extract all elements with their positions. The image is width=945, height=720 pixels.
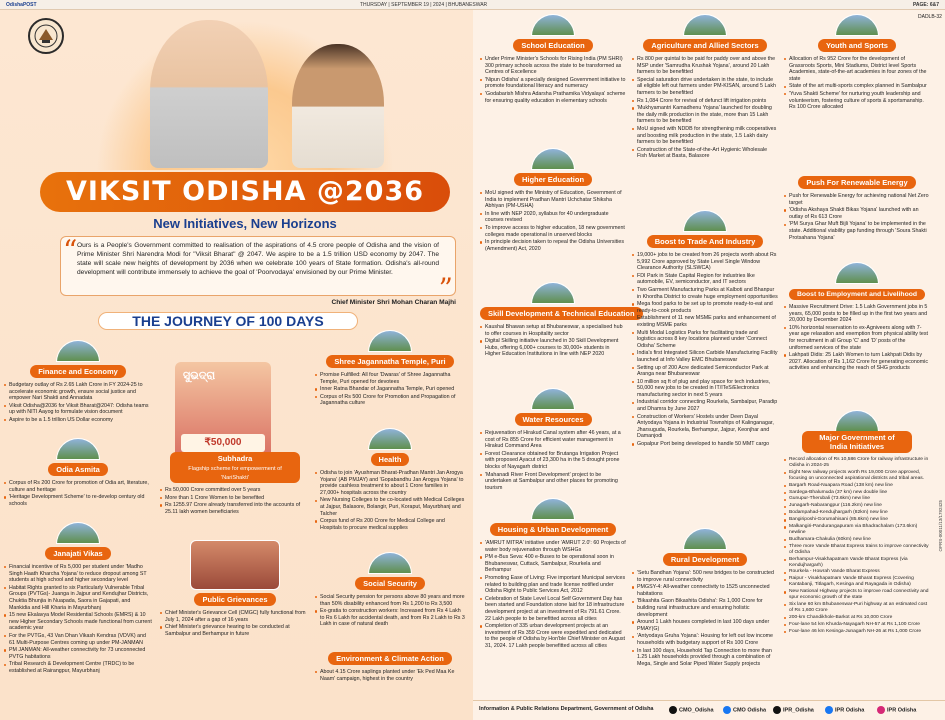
section-title: Janajati Vikas: [45, 547, 110, 560]
section-energy: [784, 172, 930, 242]
temple-list: [315, 372, 465, 407]
list-item: Massive Recruitment Drive: 1.5 Lakh Government jobs in 5 years, 65,000 posts to be filled up in the first two years and 20,000 by December 2024: [784, 304, 930, 324]
list-item: Four-lane 46 km Kesinga-Junagarh NH-26 at Rs 1,000 Crore: [784, 629, 930, 635]
section-youth: [784, 14, 930, 112]
social-handle-3[interactable]: IPR_Odisha: [783, 707, 814, 714]
list-item: 'Heritage Development Scheme' to re-develop century old schools: [4, 494, 152, 507]
section-title: Subhadra: [217, 454, 253, 463]
list-item: Budgetary outlay of Rs 2.65 Lakh Crore in FY 2024-25 to accelerate economic growth, ensure social justice and empower Nari Shakti and Annadata: [4, 382, 152, 402]
trade-photo: [683, 210, 727, 232]
list-item: Budhamara-Chakulia (60km) new line: [784, 537, 930, 543]
section-trade: [632, 210, 778, 449]
list-item: Promise Fulfilled: All four 'Dwaras' of Shree Jagannatha Temple, Puri opened for devotees: [315, 372, 465, 385]
list-item: 'PM Surya Ghar Muft Bijli Yojana' to be implemented in the state. Additional viability gap funding through 'Soura Shakti Protsahana Yojana': [784, 221, 930, 241]
list-item: FDI Park in State Capital Region for industries like automobile, EV, semiconductor, and IT sectors: [632, 273, 778, 286]
list-item: 'Mahanadi River Front Development' project to be undertaken at Sambalpur and other places for promoting tourism: [480, 472, 626, 492]
list-item: State of the art multi-sports complex planned in Sambalpur: [784, 83, 930, 90]
section-environment: [315, 648, 465, 683]
section-grievances: [160, 540, 310, 638]
newspaper-logo: OdishaPOST: [6, 2, 37, 8]
section-title: Housing & Urban Development: [490, 523, 616, 536]
section-subhadra: [160, 452, 310, 516]
section-temple: [315, 330, 465, 408]
list-item: Sardega-Bhalumuda (37 km) new double line: [784, 490, 930, 496]
youth-list: [784, 56, 930, 111]
employment-photo: [835, 262, 879, 284]
list-item: Under Prime Minister's Schools for Rising India (PM SHRI) 300 primary schools across the state to be transformed as Centres of Excellence: [480, 56, 626, 76]
list-item: 10 million sq ft of plug and play space for tech industries, 50,000 new jobs to be created in IT/ITeS/Electronics manufacturing sector in next 5 years: [632, 379, 778, 399]
journey-banner: THE JOURNEY OF 100 DAYS: [98, 312, 358, 330]
list-item: Viksit Odisha@2036 for Viksit Bharat@2047: Odisha teams up with NITI Aayog to formulate vision document: [4, 403, 152, 416]
section-rural: [632, 528, 778, 668]
chief-minister-photo: [292, 44, 384, 168]
list-item: Habitat Rights granted to six Particularly Vulnerable Tribal Groups (PVTGs)- Juanga in Jajpur and Kendujhar Districts, Chuktia Bhunjia in Nuapada, Saora in Gajapati, and Mankidia and Hill Kharia in Mayurbhanj: [4, 585, 152, 611]
page-number: PAGE: 6&7: [912, 2, 939, 8]
list-item: Digital Skilling initiative launched in 30 Skill Development Hubs, offering 6,000+ courses to 30,000+ students in Higher Education Institutions in line with NEP 2020: [480, 338, 626, 358]
section-goi: [784, 410, 930, 635]
list-item: India's first Integrated Silicon Carbide Manufacturing Facility launched at Info Valley EMC Bhubaneswar: [632, 350, 778, 363]
section-school: [480, 14, 626, 105]
skill-photo: [531, 282, 575, 304]
list-item: Setting up of 200 Acre dedicated Semiconductor Park at Aranga near Bhubaneswar: [632, 365, 778, 378]
list-item: Corpus of Rs 500 Crore for Promotion and Propagation of Jagannatha culture: [315, 394, 465, 407]
section-skill: [480, 282, 635, 359]
list-item: In principle decision taken to repeal the Odisha Universities (Amendment) Act, 2020: [480, 239, 626, 252]
list-item: Rs 800 per quintal to be paid for paddy over and above the MSP under 'Samrudha Krushak Yojana', around 20 Lakh farmers to be benefitted: [632, 56, 778, 76]
list-item: Construction of the State-of-the-Art Hygienic Wholesale Fish Market at Basta, Balasore: [632, 147, 778, 160]
section-title: Boost to Trade And Industry: [647, 235, 764, 248]
list-item: Completion of 335 urban development projects at an investment of Rs 359 Crore were expedited and dedicated to the people of Odisha by Hon'ble Chief Minister on August 31, 2024. 17 Lakh people benefitted across all cities: [480, 623, 626, 649]
section-odia-asmita: [4, 438, 152, 508]
list-item: Bodampahad-Kendujhargarh (82km) new line: [784, 510, 930, 516]
list-item: Record allocation of Rs 10,586 Crore for railway infrastructure in Odisha in 2024-25: [784, 457, 930, 469]
list-item: Mega food parks to be set up to promote ready-to-eat and ready-to-cook products: [632, 301, 778, 314]
list-item: PMGSY-4: All-weather connectivity to 1525 unconnected habitations: [632, 584, 778, 597]
social-handle-5[interactable]: IPR Odisha: [887, 707, 917, 714]
agri-photo: [683, 14, 727, 36]
facebook-icon: [825, 706, 833, 714]
list-item: Raipur - Visakhapatnam Vande Bharat Express (Covering Kantabanji, Titlagarh, Kesinga and Rayagada in Odisha): [784, 576, 930, 588]
asmita-list: [4, 480, 152, 507]
section-title: Agriculture and Allied Sectors: [643, 39, 766, 52]
open-quote-icon: “: [63, 234, 78, 267]
subhadra-list: [160, 487, 310, 515]
higher-list: [480, 190, 626, 252]
facebook-icon: [723, 706, 731, 714]
section-title: Major Government of India Initiatives: [802, 431, 912, 453]
list-item: Three more Vande Bharat Express trains to improve connectivity of Odisha: [784, 544, 930, 556]
list-item: To improve access to higher education, 18 new government colleges made operational in unserved blocks: [480, 225, 626, 238]
social-handle-1[interactable]: CMO_Odisha: [679, 707, 714, 714]
list-item: 200-km Chandikhole-Barkot at Rs 10,000 Crore: [784, 615, 930, 621]
list-item: New National Highway projects to improve road connectivity and spur economic growth of the state: [784, 589, 930, 601]
list-item: Special saturation drive undertaken in the state, to include all eligible left out farmers under PM-KISAN, around 5 Lakh farmers to be benefitted: [632, 77, 778, 97]
section-title: Higher Education: [514, 173, 592, 186]
school-photo: [531, 14, 575, 36]
grievances-list: [160, 610, 310, 637]
social-photo: [368, 552, 412, 574]
section-title: Boost to Employment and Livelihood: [789, 289, 925, 300]
list-item: Tribal Research & Development Centre (TRDC) to be established at Rairangpur, Mayurbhanj: [4, 661, 152, 674]
list-item: For the PVTGs, 43 Van Dhan Vikash Kendras (VDVK) and 61 Multi-Purpose Centres coming up under PM-JANMAN: [4, 633, 152, 646]
list-item: Gopalpur Port being developed to handle 50 MMT cargo: [632, 441, 778, 448]
list-item: Forest Clearance obtained for Brutanga Irrigation Project with proposed Ayacut of 23,300 ha in the 5 drought prone blocks of Nayagarh district: [480, 451, 626, 471]
list-item: Promoting Ease of Living: Five important Municipal services related to building plan and trade license notified under Odisha Right to Public Services Act, 2012: [480, 575, 626, 595]
list-item: 10% horizontal reservation to ex-Agniveers along with 7-year age relaxation and exemption from physical ability test for recruitment in all Group 'C' and 'D' posts of the uniformed services of the state: [784, 325, 930, 351]
goi-list: [784, 457, 930, 634]
list-item: Bangiriposhi-Gorumahisani (85.6km) new line: [784, 517, 930, 523]
energy-list: [784, 193, 930, 241]
section-title: Health: [371, 453, 410, 466]
list-item: Ex-gratia to construction workers: Increased from Rs 4 Lakh to Rs 6 Lakh for accidental death, and from Rs 2 Lakh to Rs 3 Lakh in case of natural death: [315, 608, 465, 628]
odisha-emblem-icon: [28, 18, 64, 54]
section-agriculture: [632, 14, 778, 161]
subhadra-poster: [175, 362, 271, 462]
list-item: 'Bikashita Gaon Bikashita Odisha': Rs 1,000 Crore for building rural infrastructure and ensuring holistic development: [632, 598, 778, 618]
list-item: Rs 1255.97 Crore already transferred into the accounts of 25.11 lakh women beneficiaries: [160, 502, 310, 515]
rural-list: [632, 570, 778, 667]
section-higher: [480, 148, 626, 253]
list-item: Six lane 60 km Bhubaneswar-Puri highway at an estimated cost of Rs 1,600 Crore: [784, 602, 930, 614]
list-item: Malkangiri-Pandurangapuram via Bhadrachalam (173.6km) newline: [784, 524, 930, 536]
temple-photo: [368, 330, 412, 352]
list-item: Around 1 Lakh houses completed in last 100 days under PMAY(G): [632, 619, 778, 632]
list-item: Allocation of Rs 952 Crore for the development of Grassroots Sports, Mini Stadiums, District level Sports Academies, state-of-the-art academies in four zones of the state: [784, 56, 930, 82]
list-item: Aspire to be a 1.5 trillion US Dollar economy: [4, 417, 152, 424]
list-item: PM e-Bus Seva: 400 e-Buses to be operational soon in Bhubaneswar, Cuttack, Sambalpur, Rourkela and Berhampur: [480, 554, 626, 574]
list-item: Odisha to join 'Ayushman Bharat-Pradhan Mantri Jan Arogya Yojana' (AB PMJAY) and 'Gopabandhu Jan Arogya Yojana' to provide cashless treatment to about 1 Crore families in 27,000+ hospitals across the country: [315, 470, 465, 496]
section-subtitle: Flagship scheme for empowerment of 'NariShakti': [188, 466, 282, 481]
list-item: Two Garment Manufacturing Parks at Kalboti and Bhanpur in Khordha District to create huge employment opportunities: [632, 287, 778, 300]
social-list: [315, 594, 465, 628]
list-item: Establishment of 11 new MSME parks and enhancement of existing MSME parks: [632, 315, 778, 328]
list-item: Multi Modal Logistics Parks for facilitating trade and logistics across 8 key locations planned under 'Connect Odisha' Scheme: [632, 330, 778, 350]
social-handle-2[interactable]: CMO Odisha: [733, 707, 767, 714]
section-title: Social Security: [355, 577, 425, 590]
section-title: Finance and Economy: [30, 365, 126, 378]
list-item: Rs 50,000 Crore committed over 5 years: [160, 487, 310, 494]
finance-photo: [56, 340, 100, 362]
list-item: 'AMRUT MITRA' initiative under 'AMRUT 2.0': 60 Projects of water body rejuvenation through WSHGs: [480, 540, 626, 553]
list-item: 'Godabarish Mishra Adarsha Prathamika Vidyalaya' scheme for ensuring quality education in elementary schools: [480, 91, 626, 104]
list-item: 'Mukhyamantri Kamadhenu Yojana' launched for doubling the daily milk production in the state, more than 15 Lakh farmers to be benefited: [632, 105, 778, 125]
list-item: 19,000+ jobs to be created from 26 projects worth about Rs 5,992 Crore approved by State Level Single Window Clearance Authority (SLSWCA): [632, 252, 778, 272]
section-title: Skill Development & Technical Education: [480, 307, 643, 320]
list-item: 'Odisha Akshaya Shakti Bikas Yojana' launched with an outlay of Rs 613 Crore: [784, 207, 930, 220]
list-item: More than 1 Crore Women to be benefited: [160, 495, 310, 502]
list-item: Celebration of State Level Local Self Government Day has been started and Foundation stone laid for 18 infrastructure development project at an investment of Rs 791.61 Crore. 22 Lakh people to be benefitted across all cities: [480, 596, 626, 622]
janajati-photo: [56, 522, 100, 544]
list-item: MoU signed with NDDB for strengthening milk cooperatives and boosting milk production in the state, 1.5 Lakh dairy farmers to be benefitted: [632, 126, 778, 146]
finance-list: [4, 382, 152, 424]
list-item: Construction of Workers' Hostels under Deen Dayal Antyodaya Yojana in Industrial Townships of Kalinganagar, Jharsuguda, Rourkela, Berhampur, Jajpur, Keonjhar and Damanjodi: [632, 414, 778, 440]
list-item: Rourkela - Howrah Vande Bharat Express: [784, 569, 930, 575]
employment-list: [784, 304, 930, 372]
section-housing: [480, 498, 626, 651]
list-item: Bargarh Road-Nuapara Road (138 km) new line: [784, 483, 930, 489]
list-item: Kaushal Bhawan setup at Bhubaneswar, a specialised hub to offer courses in Hospitality sector: [480, 324, 626, 337]
agri-list: [632, 56, 778, 160]
goi-photo: [835, 410, 879, 432]
section-employment: [784, 262, 930, 373]
section-title: Youth and Sports: [818, 39, 896, 52]
list-item: In last 100 days, Household Tap Connection to more than 1.25 Lakh households provided through a combination of Mega, Single and Solar Piped Water Supply projects: [632, 648, 778, 668]
section-title: Water Resources: [515, 413, 592, 426]
list-item: Chief Minister's grievance hearing to be conducted at Sambalpur and Berhampur in future: [160, 624, 310, 637]
skill-list: [480, 324, 626, 358]
section-title: School Education: [513, 39, 592, 52]
issue-date: THURSDAY | SEPTEMBER 19 | 2024 | BHUBANESWAR: [360, 2, 488, 8]
list-item: About 4.15 Crore saplings planted under 'Ek Ped Maa Ke Naam' campaign, highest in the country: [315, 669, 465, 682]
list-item: Eight New railway projects worth Rs 19,000 Crore approved, focusing on unconnected aspirational districts and tribal areas.: [784, 470, 930, 482]
list-item: Rs 1,084 Crore for revival of defunct lift irrigation points: [632, 98, 778, 105]
housing-list: [480, 540, 626, 650]
section-finance: [4, 340, 152, 425]
higher-photo: [531, 148, 575, 170]
list-item: MoU signed with the Ministry of Education, Government of India to implement Pradhan Mantri Uchchatar Shiksha Abhiyan (PM-USHA): [480, 190, 626, 210]
quote-text: Ours is a People's Government committed to realisation of the aspirations of 4.5 crore people of Odisha and the vision of Prime Minister Shri Narendra Modi for "Viksit Bharat" @ 2047. We aspire to be a 1.5 trillion USD economy by 2047. The state will scale new heights of development by 2036 when we celebrate 100 years of State formation. Odisha's all-round development will contribute immensely to achieve the goal of 'Poorvodaya' envisioned by our Prime Minister.: [77, 242, 439, 276]
section-title: Odia Asmita: [48, 463, 107, 476]
instagram-icon: [877, 706, 885, 714]
school-list: [480, 56, 626, 104]
section-social: [315, 552, 465, 629]
page-code: DADLB-32: [918, 14, 942, 20]
social-handle-4[interactable]: IPR Odisha: [835, 707, 865, 714]
section-title: Rural Development: [663, 553, 747, 566]
health-list: [315, 470, 465, 531]
list-item: Financial incentive of Rs 5,000 per student under 'Madho Singh Haath Kharcha Yojana' to reduce dropout among ST students at high school and higher secondary level: [4, 564, 152, 584]
list-item: 'Antyodaya Gruha Yojana': Housing for left out low income households with budgetary support of Rs 100 Crore: [632, 633, 778, 646]
rural-photo: [683, 528, 727, 550]
list-item: 'Setu Bandhan Yojana': 500 new bridges to be constructed to improve rural connectivity: [632, 570, 778, 583]
section-title: Shree Jagannatha Temple, Puri: [326, 355, 453, 368]
list-item: PM JANMAN: All-weather connectivity for 73 unconnected PVTG habitations: [4, 647, 152, 660]
list-item: Rejuvenation of Hirakud Canal system after 46 years, at a cost of Rs 855 Crore for efficient water management in Hirakud Command Area: [480, 430, 626, 450]
asmita-photo: [56, 438, 100, 460]
grievance-photo: [190, 540, 280, 590]
list-item: Corpus fund of Rs 200 Crore for Medical College and Hospitals to procure medical supplies: [315, 518, 465, 531]
x-icon: [773, 706, 781, 714]
list-item: Corpus of Rs 200 Crore for promotion of Odia art, literature, culture and heritage: [4, 480, 152, 493]
list-item: 'Yuva Shakti Scheme' for nurturing youth leadership and volunteerism, fostering culture of sports & sportsmanship. Rs 100 Crore allocated: [784, 91, 930, 111]
list-item: 15 new Ekalavya Model Residential Schools (EMRS) & 10 new Higher Secondary Schools made functional from current academic year: [4, 612, 152, 632]
list-item: In line with NEP 2020, syllabus for 40 undergraduate courses revised: [480, 211, 626, 224]
janajati-list: [4, 564, 152, 675]
section-water: [480, 388, 626, 492]
trade-list: [632, 252, 778, 448]
list-item: Four-lane 54 km Khurda-Nayagarh NH-57 at Rs 1,100 Crore: [784, 622, 930, 628]
list-item: 'Nipun Odisha' a specially designed Government initiative to promote foundational literacy and numeracy: [480, 77, 626, 90]
poster-script: ସୁଭଦ୍ରା: [183, 370, 216, 382]
list-item: Industrial corridor connecting Rourkela, Sambalpur, Paradip and Dhamra by June 2027: [632, 399, 778, 412]
section-janajati: [4, 522, 152, 676]
list-item: Lakhpati Didis: 25 Lakh Women to turn Lakhpati Didis by 2027. Allocation of Rs 1,162 Crore for generating economic activities and enhancing the reach of SHG products: [784, 352, 930, 372]
footer-dept: Information & Public Relations Department, Government of Odisha: [479, 706, 654, 712]
water-list: [480, 430, 626, 491]
list-item: Push for Renewable Energy for achieving national Net Zero target: [784, 193, 930, 206]
section-health: [315, 428, 465, 532]
youth-photo: [835, 14, 879, 36]
env-list: [315, 669, 465, 682]
section-title: Push For Renewable Energy: [798, 176, 915, 189]
section-title: Public Grievances: [194, 593, 275, 606]
poster-amount: ₹50,000: [181, 434, 265, 452]
prime-minister-photo: [150, 20, 268, 168]
water-photo: [531, 388, 575, 410]
page-subtitle: New Initiatives, New Horizons: [153, 216, 337, 231]
section-title: Environment & Climate Action: [328, 652, 452, 665]
health-photo: [368, 428, 412, 450]
list-item: Berhampur-Visakhapatnam Vande Bharat Express (via Kendujhargarh): [784, 557, 930, 569]
list-item: Junagarh-Nabarangpur (116.2km) new line: [784, 503, 930, 509]
list-item: Gunupur-Therubali (73.6km) new line: [784, 496, 930, 502]
close-quote-icon: ”: [438, 272, 453, 305]
header-strip: [0, 0, 945, 10]
housing-photo: [531, 498, 575, 520]
quote-attribution: Chief Minister Shri Mohan Charan Majhi: [331, 299, 456, 306]
footer: [473, 700, 945, 720]
side-code: OPRS-00011/13/1792425: [938, 500, 943, 552]
list-item: Social Security pension for persons above 80 years and more than 50% disability enhanced from Rs 1,200 to Rs 3,500: [315, 594, 465, 607]
x-icon: [669, 706, 677, 714]
page-title: VIKSIT ODISHA @2036: [40, 172, 450, 212]
list-item: Inner Ratna Bhandar of Jagannatha Temple, Puri opened: [315, 386, 465, 393]
list-item: New Nursing Colleges to be co-located with Medical Colleges at Jajpur, Balasore, Bolangir, Puri, Koraput, Mayurbhanj and Talcher: [315, 497, 465, 517]
list-item: Chief Minister's Grievance Cell (CMGC) fully functional from July 1, 2024 after a gap of 16 years: [160, 610, 310, 623]
